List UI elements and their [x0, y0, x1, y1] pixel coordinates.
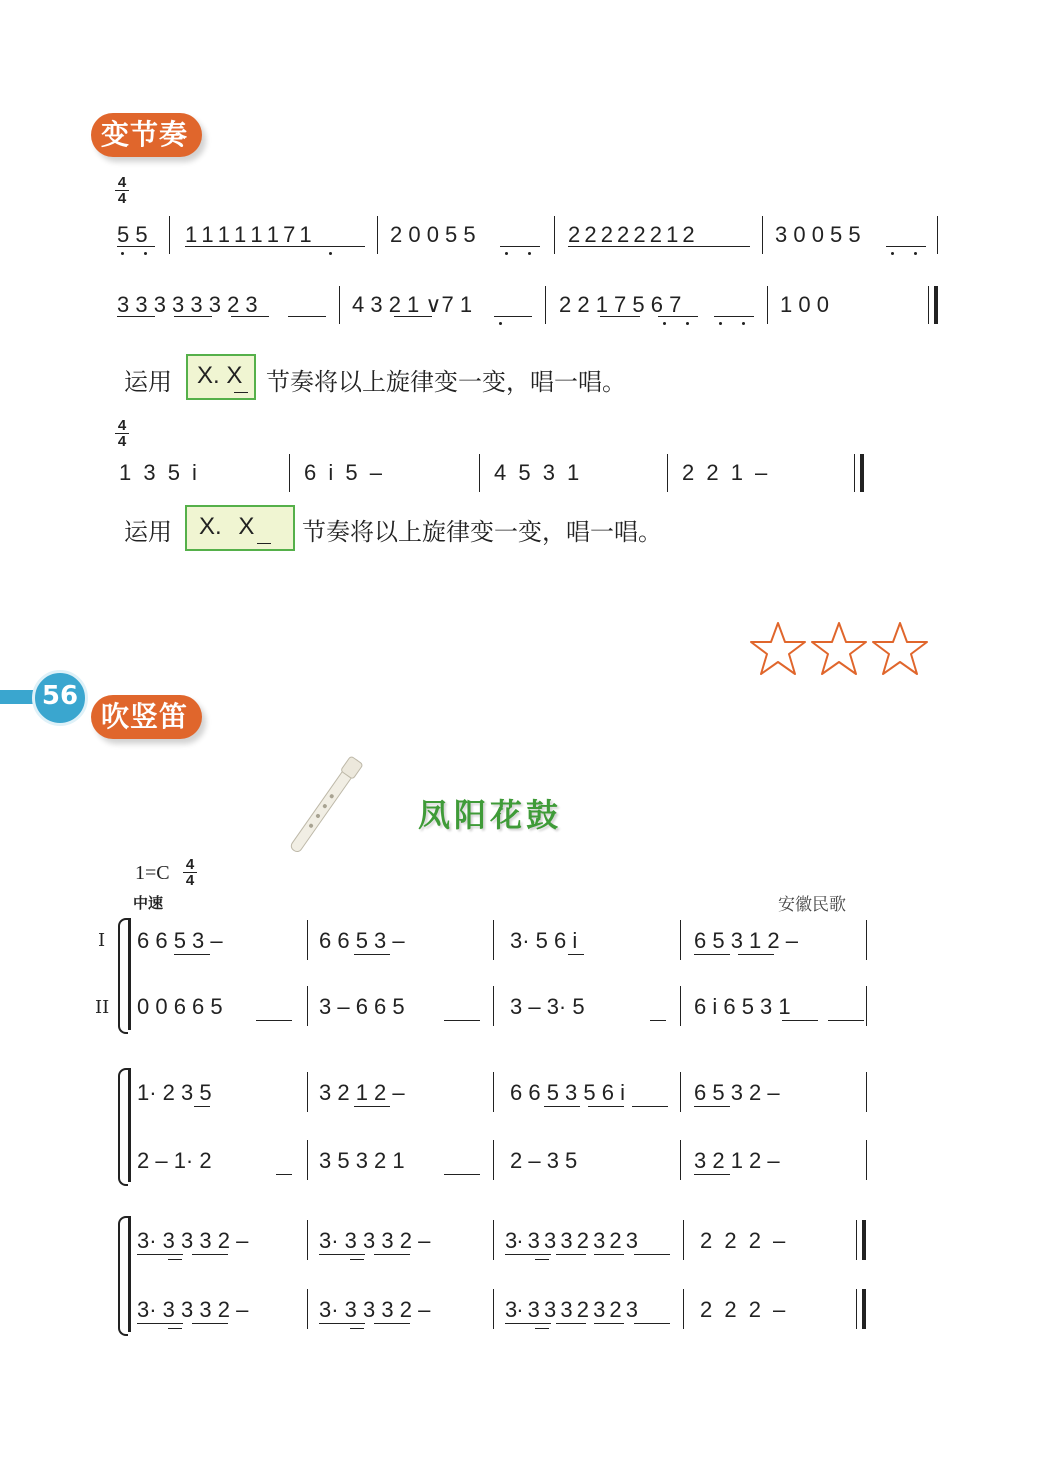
measure: 3· 3 3 3 2 –: [137, 1228, 249, 1253]
key-signature: 1=C: [135, 862, 170, 884]
measure: 3 – 3· 5: [510, 994, 585, 1019]
melody2-line: [0, 458, 1043, 498]
measure: 3 0 0 5 5: [775, 222, 861, 247]
section-title-pill: [91, 695, 202, 739]
section-title: 变节奏: [101, 118, 189, 151]
song-title: 凤阳花鼓: [418, 796, 563, 834]
measure: 3· 3 3 3 2 –: [137, 1297, 249, 1322]
star-icon: [873, 623, 927, 674]
star-icon: [751, 623, 805, 674]
instruction-text: 节奏将以上旋律变一变，唱一唱。: [302, 518, 662, 546]
measure: 2 2 1 –: [682, 460, 768, 485]
measure: 3 – 6 6 5: [319, 994, 405, 1019]
measure: 6 6 5 3 –: [137, 928, 223, 953]
measure: 5 5: [117, 222, 148, 247]
recorder-icon: [270, 750, 380, 860]
measure: 6 6 5 3 5 6 i: [510, 1080, 625, 1105]
measure: 3 2 1 2 –: [694, 1148, 780, 1173]
measure: 3 5 3 2 1: [319, 1148, 405, 1173]
measure: 3 3 3 3 3 3 2 3: [117, 292, 258, 317]
instruction-text: 节奏将以上旋律变一变，唱一唱。: [266, 368, 626, 396]
measure: 3· 5 6 i: [510, 928, 578, 953]
section-title-pill: [91, 113, 202, 157]
section-title: 吹竖笛: [101, 700, 189, 733]
page-number-badge: [32, 670, 88, 726]
measure: 1 1 1 1 1 1 7 1: [185, 222, 311, 247]
measure: 2 2 2 –: [700, 1228, 786, 1253]
melody1-line2: [0, 290, 1043, 330]
page-number: 56: [41, 681, 79, 711]
measure: 6 i 6 5 3 1: [694, 994, 791, 1019]
melody1-line1: [0, 220, 1043, 260]
time-signature: 4 4: [115, 176, 129, 205]
measure: 6 i 5 –: [304, 460, 382, 485]
time-signature: 4 4: [183, 858, 197, 887]
rhythm-box: [185, 505, 295, 551]
instruction-prefix: 运用: [124, 368, 172, 396]
measure: 2 – 1· 2: [137, 1148, 212, 1173]
measure: 3· 3 3 3 2 3 2 3: [505, 1228, 637, 1253]
rating-stars: [748, 620, 928, 680]
measure: 3· 3 3 3 2 –: [319, 1228, 431, 1253]
part-label: I: [98, 930, 106, 951]
measure: 2 2 2 2 2 2 1 2: [568, 222, 694, 247]
score-line-part1: [0, 1226, 1043, 1266]
instruction-prefix: 运用: [124, 518, 172, 546]
measure: 2 – 3 5: [510, 1148, 578, 1173]
measure: 3· 3 3 3 2 –: [319, 1297, 431, 1322]
measure: 4 5 3 1: [494, 460, 580, 485]
measure: 3 2 1 2 –: [319, 1080, 405, 1105]
measure: 1 3 5 i: [119, 460, 197, 485]
measure: 2 0 0 5 5: [390, 222, 476, 247]
star-icon: [812, 623, 866, 674]
measure: 2 2 1 7 5 6 7: [559, 292, 682, 317]
rhythm-pattern: X. X: [199, 513, 255, 540]
measure: 6 5 3 1 2 –: [694, 928, 798, 953]
score-line-part1: [0, 1078, 1043, 1118]
tempo-marking: 中速: [133, 894, 164, 912]
score-line-part2: [0, 1146, 1043, 1186]
measure: 1· 2 3 5: [137, 1080, 212, 1105]
measure: 6 6 5 3 –: [319, 928, 405, 953]
score-line-part2: [0, 1295, 1043, 1335]
rhythm-pattern: X. X: [197, 362, 243, 389]
measure: 4 3 2 1 ∨7 1: [352, 292, 473, 317]
song-origin: 安徽民歌: [778, 895, 846, 915]
measure: 6 5 3 2 –: [694, 1080, 780, 1105]
part-label: II: [95, 997, 110, 1018]
measure: 2 2 2 –: [700, 1297, 786, 1322]
score-line-part1: [0, 926, 1043, 966]
measure: 3· 3 3 3 2 3 2 3: [505, 1297, 637, 1322]
score-line-part2: [0, 992, 1043, 1032]
rhythm-box: [186, 354, 256, 400]
time-signature: 4 4: [115, 419, 129, 448]
measure: 1 0 0: [780, 292, 829, 317]
measure: 0 0 6 6 5: [137, 994, 223, 1019]
